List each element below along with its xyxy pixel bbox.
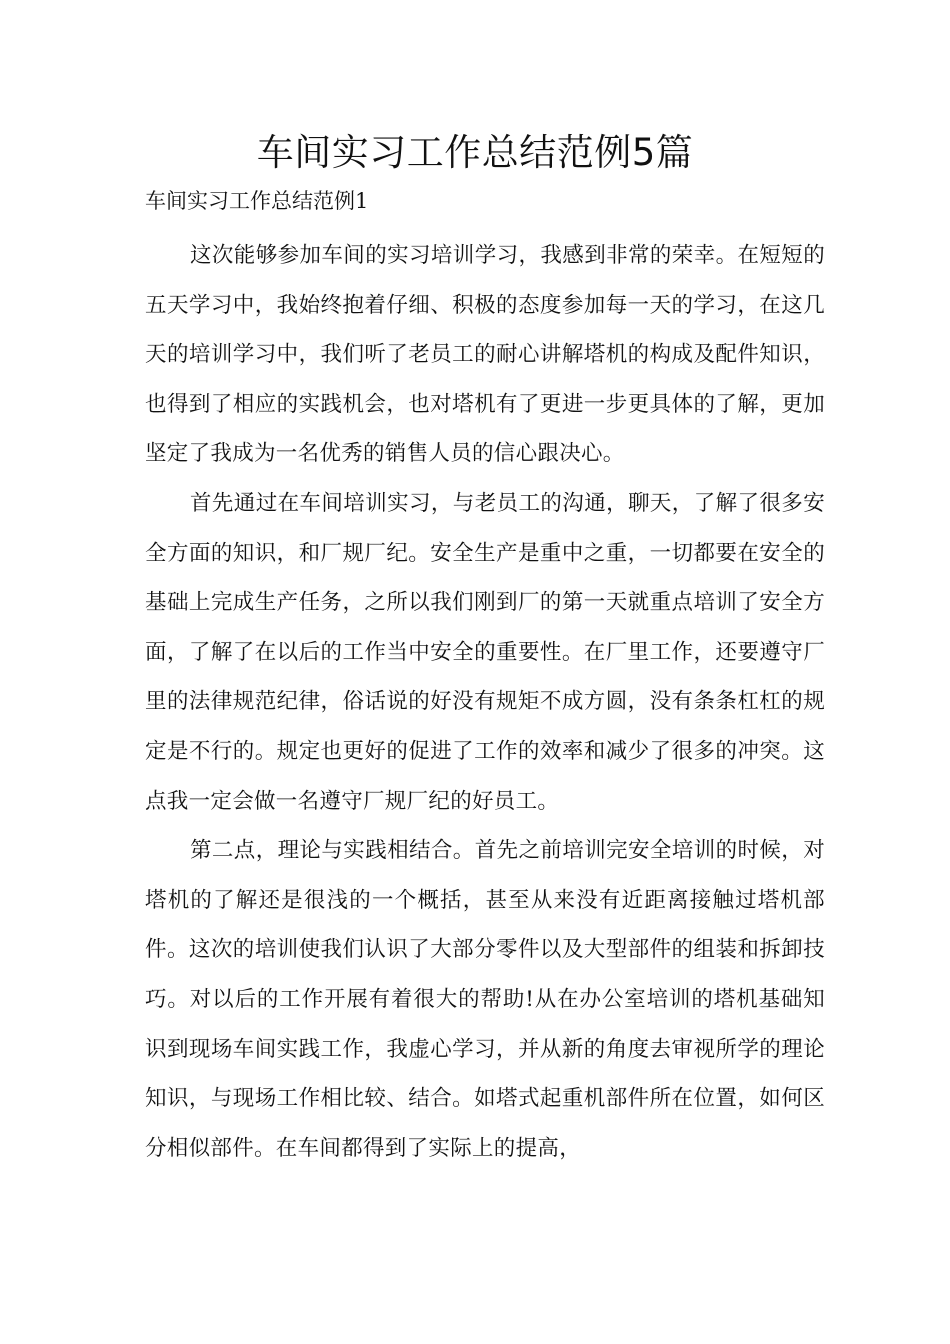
section-heading: 车间实习工作总结范例1	[145, 189, 369, 213]
document-title: 车间实习工作总结范例5篇	[256, 131, 694, 174]
paragraph-3: 第二点，理论与实践相结合。首先之前培训完安全培训的时候，对塔机的了解还是很浅的一个概括，甚至从来没有近距离接触过塔机部件。这次的培训使我们认识了大部分零件以及大型部件的组装和拆卸技巧。对以后的工作开展有着很大的帮助!从在办公室培训的塔机基础知识到现场车间实践工作，我虚心学习，并从新的角度去审视所学的理论知识，与现场工作相比较、结合。如塔式起重机部件所在位置，如何区分相似部件。在车间都得到了实际上的提高，	[145, 838, 825, 1161]
paragraph-2: 首先通过在车间培训实习，与老员工的沟通，聊天，了解了很多安全方面的知识，和厂规厂纪。安全生产是重中之重，一切都要在安全的基础上完成生产任务，之所以我们刚到厂的第一天就重点培训了安全方面，了解了在以后的工作当中安全的重要性。在厂里工作，还要遵守厂里的法律规范纪律，俗话说的好没有规矩不成方圆，没有条条杠杠的规定是不行的。规定也更好的促进了工作的效率和减少了很多的冲突。这点我一定会做一名遵守厂规厂纪的好员工。	[145, 490, 825, 814]
document-body	[145, 231, 825, 1173]
paragraph-1: 这次能够参加车间的实习培训学习，我感到非常的荣幸。在短短的五天学习中，我始终抱着仔细、积极的态度参加每一天的学习，在这几天的培训学习中，我们听了老员工的耐心讲解塔机的构成及配件知识，也得到了相应的实践机会，也对塔机有了更进一步更具体的了解，更加坚定了我成为一名优秀的销售人员的信心跟决心。	[145, 243, 825, 467]
